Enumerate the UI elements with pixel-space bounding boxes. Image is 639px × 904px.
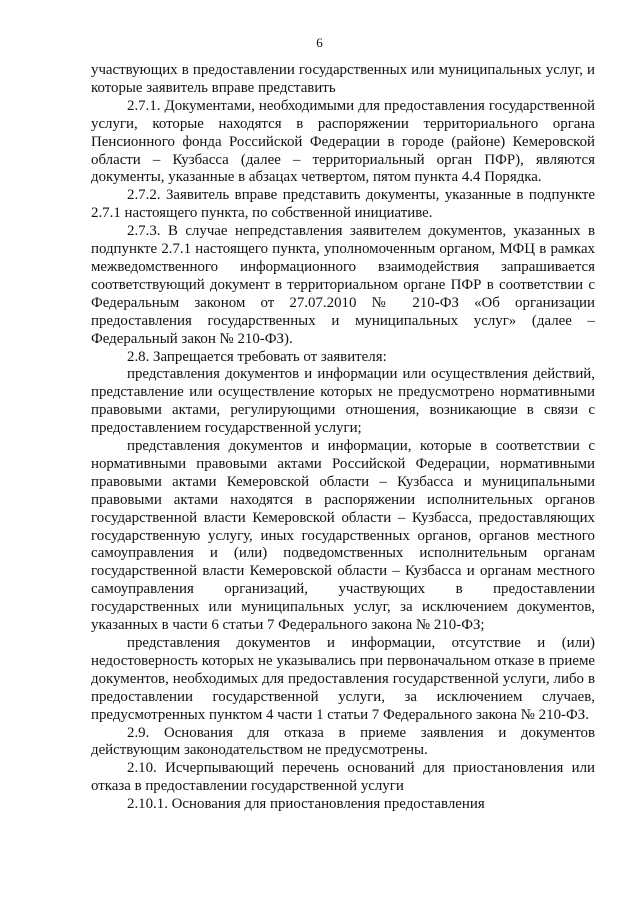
paragraph-continuation: участвующих в предоставлении государственных или муниципальных услуг, и которые заявитель вправе представить: [91, 62, 595, 96]
page-number: 6: [316, 35, 323, 50]
paragraph-2-8-item-1: представления документов и информации или осуществления действий, представление или осуществление которых не предусмотрено нормативными правовыми актами, регулирующими отношения, возникающие в связи с предоставлением государственной услуги;: [91, 366, 595, 437]
paragraph-2-8-item-3: представления документов и информации, отсутствие и (или) недостоверность которых не указывались при первоначальном отказе в приеме документов, необходимых для предоставления государственной услуги, либо в предоставлении государственной услуги, за исключением случаев, предусмотренных пунктом 4 части 1 статьи 7 Федерального закона № 210-ФЗ.: [91, 635, 595, 723]
paragraph-2-8-item-2: представления документов и информации, которые в соответствии с нормативными правовыми актами Российской Федерации, нормативными правовыми актами Кемеровской области – Кузбасса и муниципальными правовыми актами находятся в распоряжении исполнительных органов государственной власти Кемеровской области – Кузбасса, предоставляющих государственную услугу, иных государственных органов, органов местного самоуправления и (или) подведомственных исполнительным органам государственной власти Кемеровской области – Кузбасса и органам местного самоуправления организаций, участвующих в предоставлении государственных или муниципальных услуг, за исключением документов, указанных в части 6 статьи 7 Федерального закона № 210-ФЗ;: [91, 438, 595, 634]
paragraph-2-7-2: 2.7.2. Заявитель вправе представить документы, указанные в подпункте 2.7.1 настоящего пункта, по собственной инициативе.: [91, 187, 595, 222]
paragraph-2-8: 2.8. Запрещается требовать от заявителя:: [127, 348, 387, 365]
document-body: [91, 62, 595, 814]
paragraph-2-10-1: 2.10.1. Основания для приостановления предоставления: [127, 796, 485, 813]
paragraph-2-10: 2.10. Исчерпывающий перечень оснований для приостановления или отказа в предоставлении государственной услуги: [91, 760, 595, 795]
paragraph-2-7-3: 2.7.3. В случае непредставления заявителем документов, указанных в подпункте 2.7.1 настоящего пункта, уполномоченным органом, МФЦ в рамках межведомственного информационного взаимодействия запрашивается соответствующий документ в территориальном органе ПФР в соответствии с Федеральным законом от 27.07.2010 № 210-ФЗ «Об организации предоставления государственных и муниципальных услуг» (далее – Федеральный закон № 210-ФЗ).: [91, 223, 595, 347]
paragraph-2-9: 2.9. Основания для отказа в приеме заявления и документов действующим законодательством не предусмотрены.: [91, 724, 595, 759]
paragraph-2-7-1: 2.7.1. Документами, необходимыми для предоставления государственной услуги, которые находятся в распоряжении территориального органа Пенсионного фонда Российской Федерации в городе (районе) Кемеровской области – Кузбасса (далее – территориальный орган ПФР), являются документы, указанные в абзацах четвертом, пятом пункта 4.4 Порядка.: [91, 97, 595, 186]
